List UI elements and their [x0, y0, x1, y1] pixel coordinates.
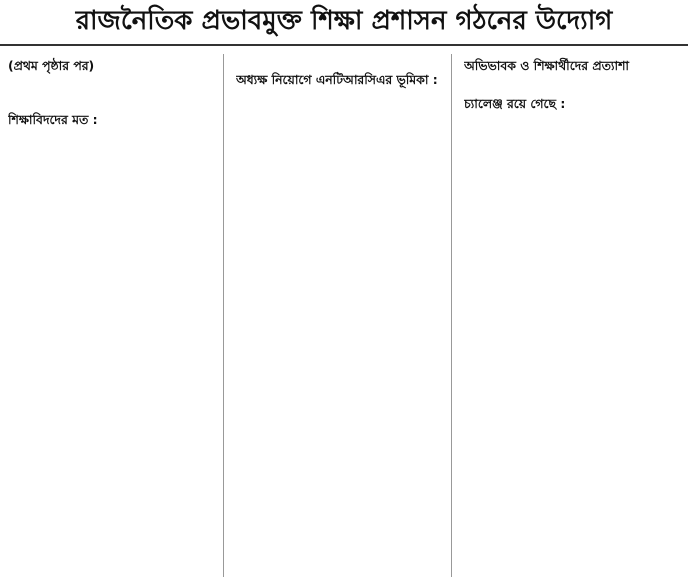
paragraph [464, 77, 680, 89]
paragraph [236, 92, 443, 104]
subhead: চ্যালেঞ্জ রয়ে গেছে : [464, 95, 566, 111]
column-2 [236, 54, 452, 577]
column-1 [8, 54, 224, 577]
paragraph [8, 131, 215, 143]
headline: রাজনৈতিক প্রভাবমুক্ত শিক্ষা প্রশাসন গঠনের উদ্যোগ [0, 0, 688, 46]
paragraph [8, 77, 215, 89]
paragraph [8, 94, 215, 106]
article-columns [8, 54, 680, 577]
subhead: অধ্যক্ষ নিয়োগে এনটিআরসিএর ভূমিকা : [236, 72, 438, 88]
subhead: শিক্ষাবিদদের মত : [8, 112, 98, 127]
subhead: অভিভাবক ও শিক্ষার্থীদের প্রত্যাশা [464, 58, 629, 73]
column-3 [464, 54, 680, 577]
paragraph [464, 115, 680, 127]
subhead: (প্রথম পৃষ্ঠার পর) [8, 58, 95, 73]
paragraph [236, 54, 443, 66]
